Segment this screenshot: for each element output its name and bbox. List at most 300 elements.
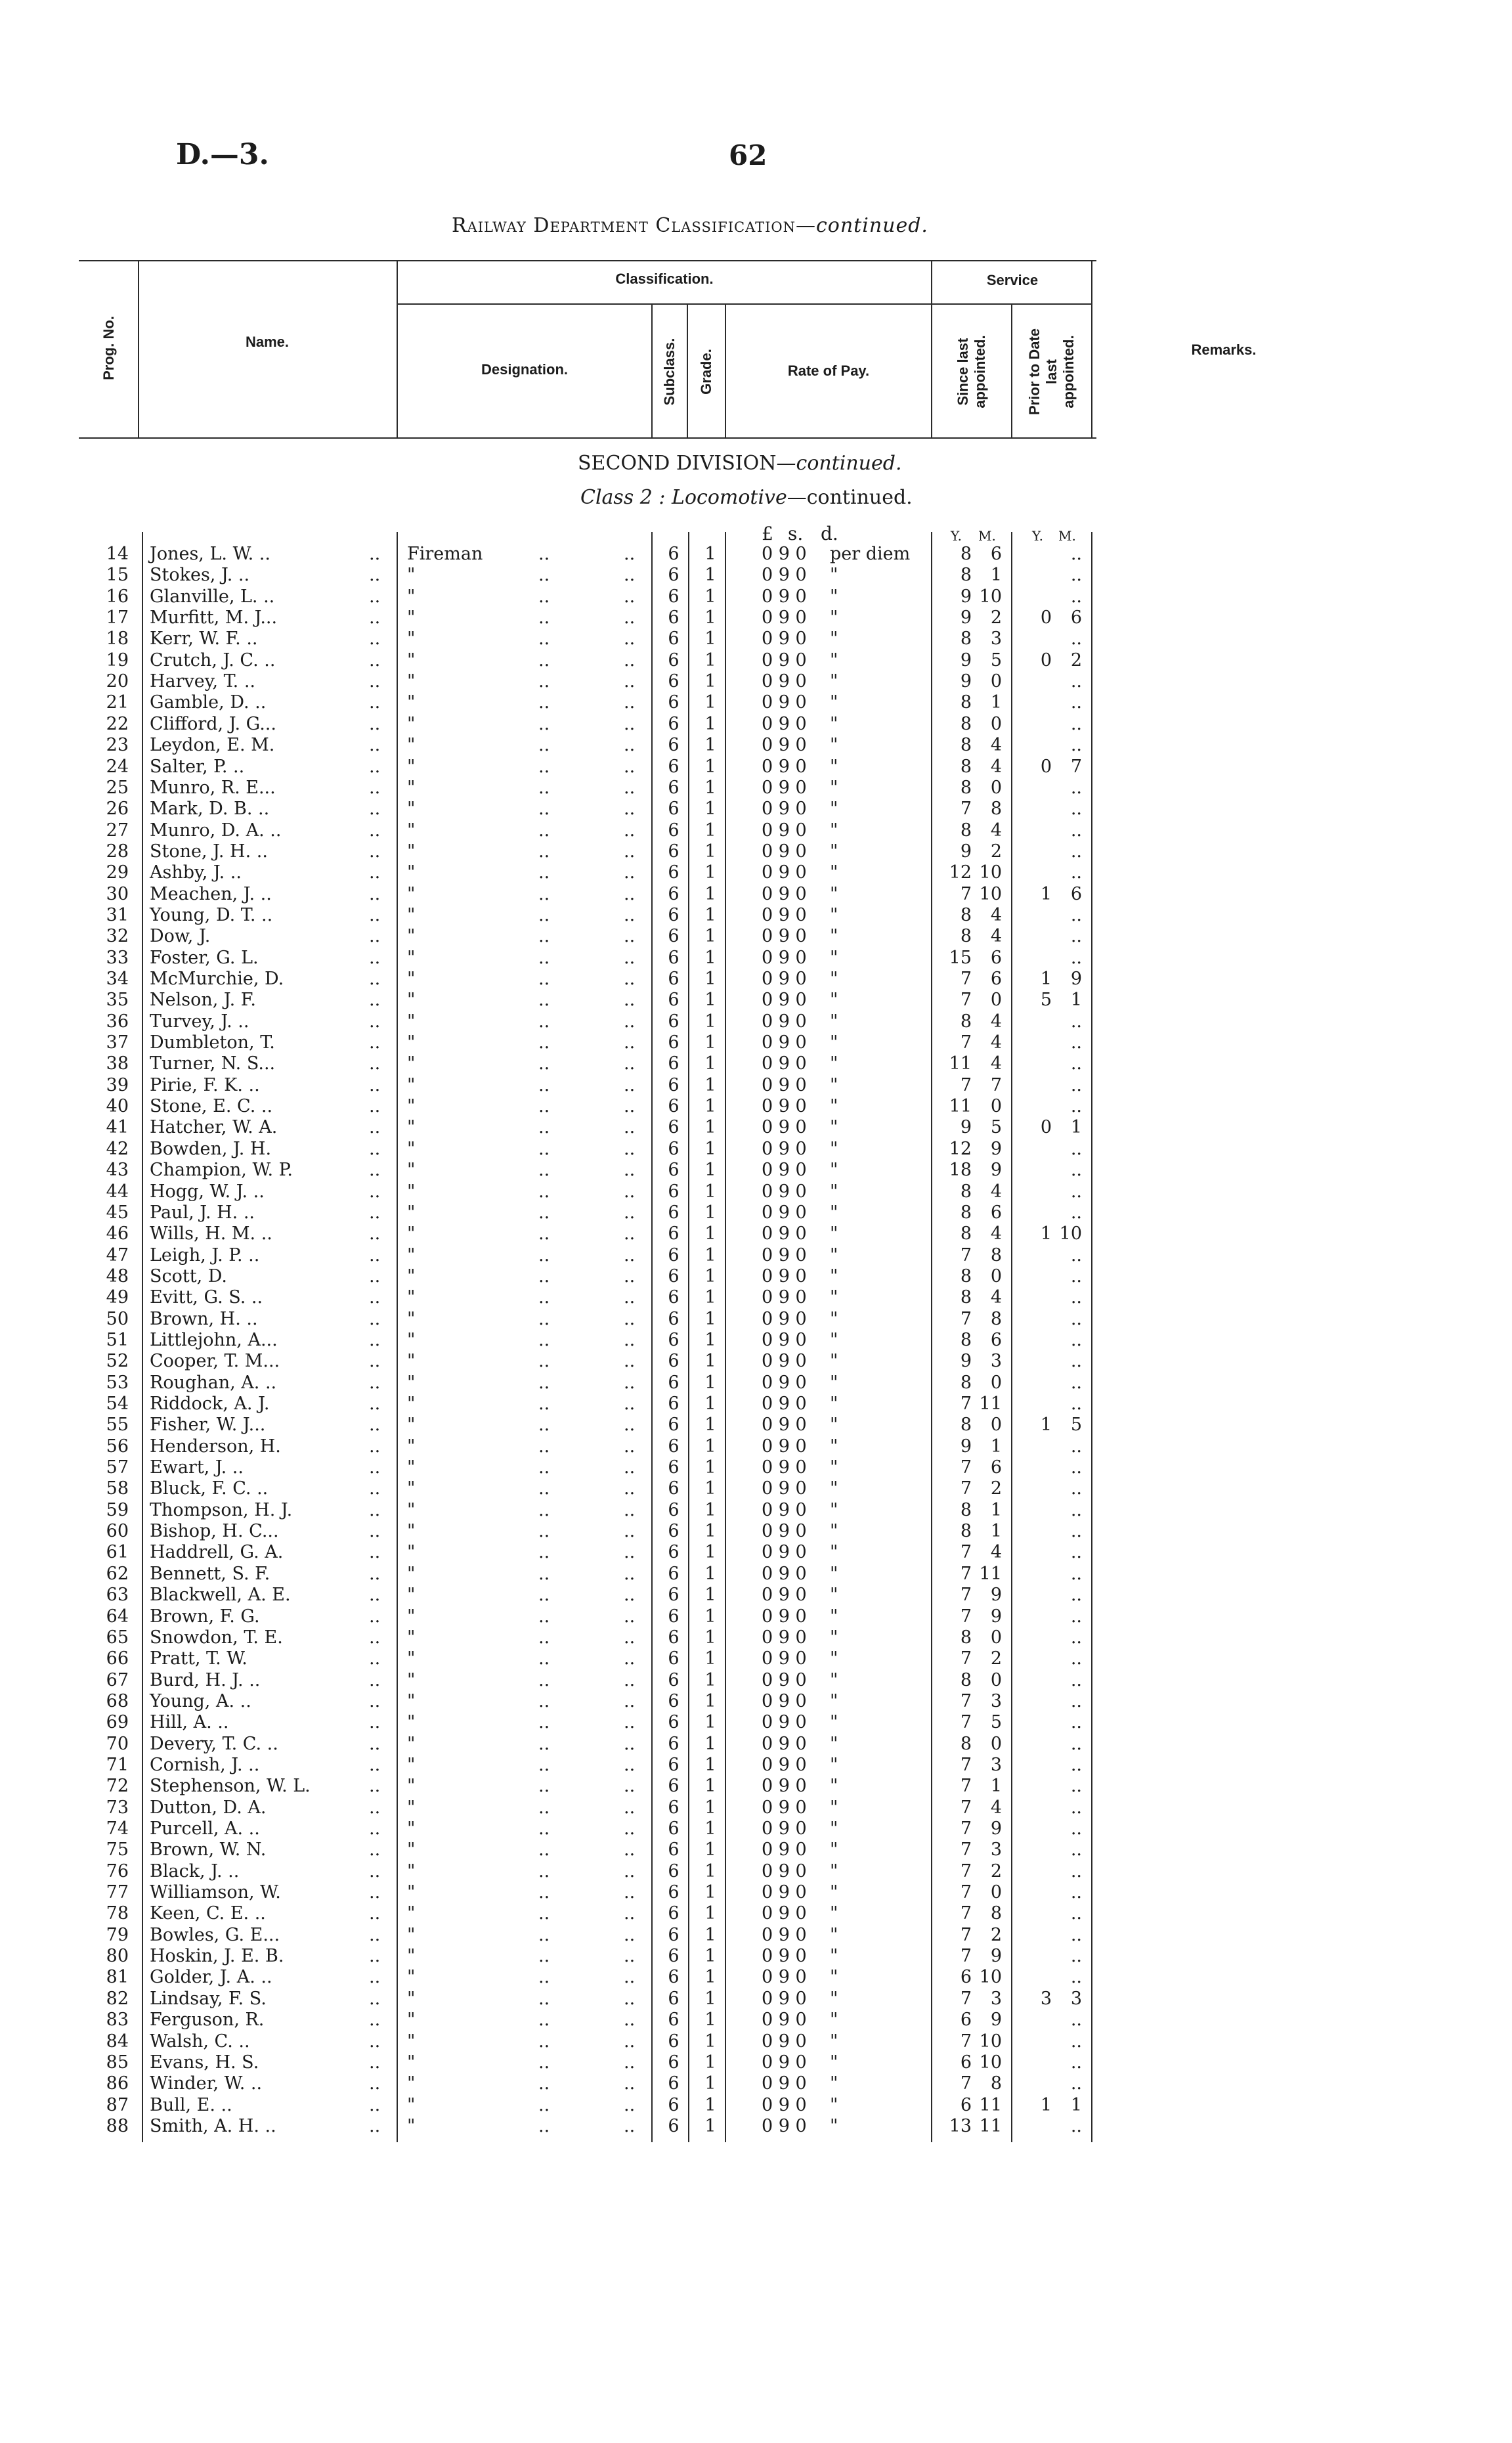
leader-dots: .. xyxy=(369,1373,381,1393)
table-row xyxy=(0,1989,1512,2010)
prog-no-cell: 30 xyxy=(106,884,129,904)
header-divider-subclass xyxy=(687,303,688,439)
leader-dots: .. xyxy=(538,1075,550,1095)
rate-amount-cell: 0 9 0 xyxy=(762,2052,807,2073)
since-years-cell: 7 xyxy=(960,1564,972,1584)
name-cell: Pirie, F. K. .. xyxy=(150,1075,260,1095)
rate-amount-cell: 0 9 0 xyxy=(762,544,807,564)
prior-months-cell: .. xyxy=(1070,1691,1082,1711)
table-row xyxy=(0,1160,1512,1181)
rate-amount-cell: 0 9 0 xyxy=(762,969,807,989)
leader-dots: .. xyxy=(369,948,381,968)
subclass-cell: 6 xyxy=(668,2073,680,2094)
since-years-cell: 7 xyxy=(960,2073,972,2094)
leader-dots: .. xyxy=(369,1478,381,1499)
designation-cell: " xyxy=(407,1627,416,1648)
subclass-cell: 6 xyxy=(668,1521,680,1541)
designation-cell: " xyxy=(407,1202,416,1223)
table-row xyxy=(0,1096,1512,1117)
leader-dots: .. xyxy=(538,1564,550,1584)
prog-no-cell: 33 xyxy=(106,948,129,968)
subclass-cell: 6 xyxy=(668,1882,680,1903)
since-years-cell: 7 xyxy=(960,799,972,819)
table-row xyxy=(0,820,1512,841)
name-cell: Scott, D. xyxy=(150,1266,228,1287)
prior-months-cell: .. xyxy=(1070,1903,1082,1924)
since-months-cell: 4 xyxy=(990,1287,1002,1308)
grade-cell: 1 xyxy=(704,2073,716,2094)
leader-dots: .. xyxy=(538,1223,550,1244)
table-row xyxy=(0,607,1512,628)
prog-no-cell: 59 xyxy=(106,1500,129,1520)
table-row xyxy=(0,628,1512,649)
rate-period-cell: " xyxy=(830,671,838,692)
prior-months-cell: .. xyxy=(1070,1797,1082,1818)
since-months-cell: 0 xyxy=(990,1627,1002,1648)
subclass-cell: 6 xyxy=(668,1755,680,1775)
subclass-cell: 6 xyxy=(668,1967,680,1987)
rate-period-cell: " xyxy=(830,1627,838,1648)
leader-dots: .. xyxy=(369,1351,381,1371)
prog-no-cell: 55 xyxy=(106,1415,129,1435)
rate-amount-cell: 0 9 0 xyxy=(762,1223,807,1244)
designation-cell: " xyxy=(407,714,416,734)
leader-dots: .. xyxy=(538,1436,550,1457)
leader-dots: .. xyxy=(624,1882,636,1903)
leader-dots: .. xyxy=(538,778,550,798)
designation-cell: " xyxy=(407,905,416,925)
rate-period-cell: " xyxy=(830,2010,838,2030)
prog-no-cell: 51 xyxy=(106,1330,129,1350)
prior-years-cell: 0 xyxy=(1040,650,1052,671)
since-months-cell: 6 xyxy=(990,1330,1002,1350)
rate-period-cell: " xyxy=(830,1839,838,1860)
leader-dots: .. xyxy=(538,714,550,734)
rate-amount-cell: 0 9 0 xyxy=(762,841,807,862)
prog-no-cell: 35 xyxy=(106,990,129,1010)
designation-cell: " xyxy=(407,1521,416,1541)
since-months-cell: 8 xyxy=(990,1309,1002,1329)
designation-cell: " xyxy=(407,1245,416,1266)
grade-cell: 1 xyxy=(704,1606,716,1627)
since-years-cell: 8 xyxy=(960,1011,972,1032)
designation-cell: " xyxy=(407,1266,416,1287)
leader-dots: .. xyxy=(369,607,381,628)
rate-amount-cell: 0 9 0 xyxy=(762,862,807,883)
rate-amount-cell: 0 9 0 xyxy=(762,1245,807,1266)
prog-no-cell: 25 xyxy=(106,778,129,798)
table-row xyxy=(0,2010,1512,2031)
prior-months-cell: .. xyxy=(1070,1734,1082,1754)
rate-amount-cell: 0 9 0 xyxy=(762,1096,807,1116)
prog-no-cell: 85 xyxy=(106,2052,129,2073)
since-months-cell: 4 xyxy=(990,735,1002,755)
table-row xyxy=(0,1861,1512,1882)
subclass-cell: 6 xyxy=(668,799,680,819)
since-years-cell: 7 xyxy=(960,1309,972,1329)
subclass-cell: 6 xyxy=(668,1606,680,1627)
since-months-cell: 0 xyxy=(990,1734,1002,1754)
leader-dots: .. xyxy=(538,926,550,946)
leader-dots: .. xyxy=(369,1139,381,1159)
name-cell: Williamson, W. xyxy=(150,1882,281,1903)
leader-dots: .. xyxy=(624,714,636,734)
grade-cell: 1 xyxy=(704,2095,716,2115)
table-row xyxy=(0,1075,1512,1096)
leader-dots: .. xyxy=(369,1542,381,1562)
since-years-cell: 7 xyxy=(960,969,972,989)
subclass-cell: 6 xyxy=(668,1011,680,1032)
prog-no-cell: 34 xyxy=(106,969,129,989)
subclass-cell: 6 xyxy=(668,1202,680,1223)
leader-dots: .. xyxy=(369,1967,381,1987)
designation-cell: " xyxy=(407,1032,416,1053)
grade-cell: 1 xyxy=(704,671,716,692)
leader-dots: .. xyxy=(538,2095,550,2115)
leader-dots: .. xyxy=(538,1478,550,1499)
subclass-cell: 6 xyxy=(668,1861,680,1882)
table-row xyxy=(0,1521,1512,1542)
leader-dots: .. xyxy=(624,1436,636,1457)
leader-dots: .. xyxy=(624,1903,636,1924)
rate-period-cell: " xyxy=(830,2095,838,2115)
since-months-cell: 3 xyxy=(990,1351,1002,1371)
since-years-cell: 11 xyxy=(949,1096,972,1116)
name-cell: Gamble, D. .. xyxy=(150,692,267,713)
since-last-line2: appointed. xyxy=(972,335,988,408)
leader-dots: .. xyxy=(624,2010,636,2030)
prog-no-cell: 69 xyxy=(106,1712,129,1732)
name-cell: Thompson, H. J. xyxy=(150,1500,293,1520)
name-cell: Black, J. .. xyxy=(150,1861,240,1882)
table-row xyxy=(0,650,1512,671)
since-months-cell: 2 xyxy=(990,1648,1002,1669)
name-cell: Walsh, C. .. xyxy=(150,2031,250,2052)
prog-no-header: Prog. No. xyxy=(100,316,117,380)
name-cell: Henderson, H. xyxy=(150,1436,281,1457)
prior-months-cell: .. xyxy=(1070,1967,1082,1987)
rate-period-cell: " xyxy=(830,1712,838,1732)
since-years-cell: 8 xyxy=(960,1670,972,1690)
prior-months-cell: .. xyxy=(1070,1585,1082,1605)
leader-dots: .. xyxy=(369,714,381,734)
leader-dots: .. xyxy=(369,1861,381,1882)
designation-cell: " xyxy=(407,1160,416,1180)
prog-no-cell: 66 xyxy=(106,1648,129,1669)
table-row xyxy=(0,778,1512,799)
table-row xyxy=(0,1839,1512,1860)
leader-dots: .. xyxy=(624,1181,636,1202)
prog-no-cell: 54 xyxy=(106,1394,129,1414)
table-row xyxy=(0,1712,1512,1733)
since-years-cell: 7 xyxy=(960,1839,972,1860)
prior-years-cell: 1 xyxy=(1040,969,1052,989)
leader-dots: .. xyxy=(538,586,550,607)
document-ref: D.—3. xyxy=(176,138,269,171)
leader-dots: .. xyxy=(538,1627,550,1648)
table-row xyxy=(0,1755,1512,1776)
rate-period-cell: " xyxy=(830,1882,838,1903)
since-years-cell: 7 xyxy=(960,1606,972,1627)
leader-dots: .. xyxy=(369,2010,381,2030)
since-months-cell: 4 xyxy=(990,1053,1002,1074)
table-row xyxy=(0,1670,1512,1691)
rate-amount-cell: 0 9 0 xyxy=(762,692,807,713)
prior-months-cell: 9 xyxy=(1070,969,1082,989)
prog-no-cell: 58 xyxy=(106,1478,129,1499)
grade-cell: 1 xyxy=(704,1394,716,1414)
rate-amount-cell: 0 9 0 xyxy=(762,820,807,841)
designation-cell: " xyxy=(407,820,416,841)
since-months-cell: 2 xyxy=(990,607,1002,628)
leader-dots: .. xyxy=(538,969,550,989)
since-years-cell: 8 xyxy=(960,692,972,713)
leader-dots: .. xyxy=(369,1075,381,1095)
rate-period-cell: " xyxy=(830,1500,838,1520)
since-last-line1: Since last xyxy=(955,338,971,406)
table-row xyxy=(0,671,1512,692)
leader-dots: .. xyxy=(369,1394,381,1414)
table-row xyxy=(0,1776,1512,1797)
designation-cell: " xyxy=(407,2116,416,2136)
rate-period-cell: " xyxy=(830,1181,838,1202)
leader-dots: .. xyxy=(538,628,550,649)
table-row xyxy=(0,1734,1512,1755)
since-years-cell: 8 xyxy=(960,778,972,798)
leader-dots: .. xyxy=(538,1245,550,1266)
grade-cell: 1 xyxy=(704,1436,716,1457)
designation-cell: " xyxy=(407,1946,416,1966)
grade-cell: 1 xyxy=(704,757,716,777)
name-cell: Riddock, A. J. xyxy=(150,1394,270,1414)
prior-months-cell: .. xyxy=(1070,1564,1082,1584)
prog-no-cell: 68 xyxy=(106,1691,129,1711)
since-months-cell: 3 xyxy=(990,628,1002,649)
grade-cell: 1 xyxy=(704,1032,716,1053)
grade-cell: 1 xyxy=(704,1053,716,1074)
since-months-cell: 7 xyxy=(990,1075,1002,1095)
rate-amount-cell: 0 9 0 xyxy=(762,1946,807,1966)
designation-cell: " xyxy=(407,799,416,819)
leader-dots: .. xyxy=(538,1989,550,2009)
table-row xyxy=(0,1542,1512,1563)
name-cell: Blackwell, A. E. xyxy=(150,1585,291,1605)
since-years-cell: 7 xyxy=(960,1648,972,1669)
grade-cell: 1 xyxy=(704,1330,716,1350)
since-years-cell: 7 xyxy=(960,1989,972,2009)
name-cell: Munro, R. E... xyxy=(150,778,276,798)
rate-period-cell: " xyxy=(830,692,838,713)
subclass-cell: 6 xyxy=(668,1373,680,1393)
name-cell: Salter, P. .. xyxy=(150,757,245,777)
leader-dots: .. xyxy=(369,1500,381,1520)
prior-months-cell: .. xyxy=(1070,1202,1082,1223)
designation-header: Designation. xyxy=(481,361,568,378)
prog-no-cell: 15 xyxy=(106,565,129,585)
designation-cell: " xyxy=(407,2010,416,2030)
designation-cell: " xyxy=(407,586,416,607)
subclass-cell: 6 xyxy=(668,2031,680,2052)
subclass-cell: 6 xyxy=(668,1245,680,1266)
prog-no-cell: 80 xyxy=(106,1946,129,1966)
leader-dots: .. xyxy=(369,1266,381,1287)
subclass-cell: 6 xyxy=(668,1500,680,1520)
prior-years-cell: 3 xyxy=(1040,1989,1052,2009)
name-cell: Hill, A. .. xyxy=(150,1712,229,1732)
table-row xyxy=(0,1564,1512,1585)
designation-cell: " xyxy=(407,1839,416,1860)
name-cell: Cooper, T. M... xyxy=(150,1351,280,1371)
subclass-cell: 6 xyxy=(668,926,680,946)
rate-amount-cell: 0 9 0 xyxy=(762,1521,807,1541)
table-row xyxy=(0,2073,1512,2094)
since-months-cell: 0 xyxy=(990,671,1002,692)
leader-dots: .. xyxy=(538,1053,550,1074)
rate-amount-cell: 0 9 0 xyxy=(762,799,807,819)
rate-period-cell: " xyxy=(830,757,838,777)
name-cell: Evans, H. S. xyxy=(150,2052,259,2073)
prior-months-cell: .. xyxy=(1070,1436,1082,1457)
page-title-main: Railway Department Classification xyxy=(452,214,796,237)
name-cell: Ashby, J. .. xyxy=(150,862,242,883)
rate-period-cell: " xyxy=(830,1245,838,1266)
designation-cell: " xyxy=(407,926,416,946)
table-row xyxy=(0,1967,1512,1988)
unit-years: Y. xyxy=(951,528,962,544)
since-months-cell: 3 xyxy=(990,1989,1002,2009)
grade-cell: 1 xyxy=(704,1712,716,1732)
designation-cell: " xyxy=(407,1712,416,1732)
grade-cell: 1 xyxy=(704,1500,716,1520)
prog-no-cell: 81 xyxy=(106,1967,129,1987)
leader-dots: .. xyxy=(369,1818,381,1839)
leader-dots: .. xyxy=(369,1415,381,1435)
grade-cell: 1 xyxy=(704,1096,716,1116)
leader-dots: .. xyxy=(369,1287,381,1308)
table-row xyxy=(0,862,1512,883)
subclass-cell: 6 xyxy=(668,1818,680,1839)
leader-dots: .. xyxy=(538,757,550,777)
prior-months-cell: .. xyxy=(1070,1925,1082,1945)
prior-years-cell: 1 xyxy=(1040,1415,1052,1435)
leader-dots: .. xyxy=(369,628,381,649)
prog-no-cell: 50 xyxy=(106,1309,129,1329)
prior-months-cell: .. xyxy=(1070,1245,1082,1266)
leader-dots: .. xyxy=(538,1500,550,1520)
since-months-cell: 10 xyxy=(979,862,1002,883)
since-years-cell: 8 xyxy=(960,1521,972,1541)
rate-period-cell: " xyxy=(830,1415,838,1435)
rate-amount-cell: 0 9 0 xyxy=(762,1032,807,1053)
leader-dots: .. xyxy=(624,1839,636,1860)
table-row xyxy=(0,799,1512,820)
prior-years-cell: 1 xyxy=(1040,884,1052,904)
since-years-cell: 13 xyxy=(949,2116,972,2136)
leader-dots: .. xyxy=(538,1734,550,1754)
rate-amount-cell: 0 9 0 xyxy=(762,1373,807,1393)
designation-cell: " xyxy=(407,1755,416,1775)
table-row xyxy=(0,905,1512,926)
name-cell: Turvey, J. .. xyxy=(150,1011,249,1032)
leader-dots: .. xyxy=(369,2073,381,2094)
grade-cell: 1 xyxy=(704,1755,716,1775)
designation-cell: " xyxy=(407,565,416,585)
leader-dots: .. xyxy=(369,735,381,755)
prog-no-cell: 37 xyxy=(106,1032,129,1053)
leader-dots: .. xyxy=(624,1373,636,1393)
designation-cell: " xyxy=(407,1585,416,1605)
table-row xyxy=(0,1648,1512,1669)
name-cell: Haddrell, G. A. xyxy=(150,1542,284,1562)
leader-dots: .. xyxy=(369,650,381,671)
rate-amount-cell: 0 9 0 xyxy=(762,1861,807,1882)
grade-cell: 1 xyxy=(704,1223,716,1244)
grade-cell: 1 xyxy=(704,1946,716,1966)
grade-cell: 1 xyxy=(704,1670,716,1690)
table-row xyxy=(0,1457,1512,1478)
table-row xyxy=(0,969,1512,990)
rate-period-cell: " xyxy=(830,948,838,968)
leader-dots: .. xyxy=(369,1691,381,1711)
rate-period-cell: " xyxy=(830,1373,838,1393)
table-row xyxy=(0,1627,1512,1648)
page-number: 62 xyxy=(729,139,767,171)
prog-no-cell: 77 xyxy=(106,1882,129,1903)
leader-dots: .. xyxy=(624,2073,636,2094)
leader-dots: .. xyxy=(538,1309,550,1329)
designation-cell: " xyxy=(407,2052,416,2073)
rate-amount-cell: 0 9 0 xyxy=(762,1585,807,1605)
subclass-cell: 6 xyxy=(668,565,680,585)
since-years-cell: 8 xyxy=(960,1202,972,1223)
rate-period-cell: " xyxy=(830,1946,838,1966)
name-cell: Leydon, E. M. xyxy=(150,735,275,755)
leader-dots: .. xyxy=(538,735,550,755)
designation-cell: Fireman xyxy=(407,544,483,564)
subclass-cell: 6 xyxy=(668,2010,680,2030)
since-months-cell: 8 xyxy=(990,2073,1002,2094)
table-row xyxy=(0,1011,1512,1032)
since-months-cell: 6 xyxy=(990,969,1002,989)
name-cell: Hogg, W. J. .. xyxy=(150,1181,265,1202)
subclass-cell: 6 xyxy=(668,1564,680,1584)
since-years-cell: 7 xyxy=(960,1882,972,1903)
since-years-cell: 8 xyxy=(960,757,972,777)
leader-dots: .. xyxy=(369,1457,381,1478)
since-months-cell: 4 xyxy=(990,1223,1002,1244)
table-row xyxy=(0,2116,1512,2137)
grade-cell: 1 xyxy=(704,1117,716,1137)
prog-no-cell: 71 xyxy=(106,1755,129,1775)
designation-cell: " xyxy=(407,1691,416,1711)
name-cell: Stephenson, W. L. xyxy=(150,1776,311,1796)
since-months-cell: 11 xyxy=(979,1394,1002,1414)
grade-cell: 1 xyxy=(704,714,716,734)
grade-cell: 1 xyxy=(704,905,716,925)
leader-dots: .. xyxy=(624,735,636,755)
grade-cell: 1 xyxy=(704,1585,716,1605)
subclass-cell: 6 xyxy=(668,671,680,692)
leader-dots: .. xyxy=(624,1223,636,1244)
leader-dots: .. xyxy=(369,1096,381,1116)
grade-cell: 1 xyxy=(704,1564,716,1584)
leader-dots: .. xyxy=(624,607,636,628)
designation-cell: " xyxy=(407,607,416,628)
rate-amount-cell: 0 9 0 xyxy=(762,1415,807,1435)
leader-dots: .. xyxy=(624,1755,636,1775)
leader-dots: .. xyxy=(538,1585,550,1605)
since-years-cell: 7 xyxy=(960,1457,972,1478)
